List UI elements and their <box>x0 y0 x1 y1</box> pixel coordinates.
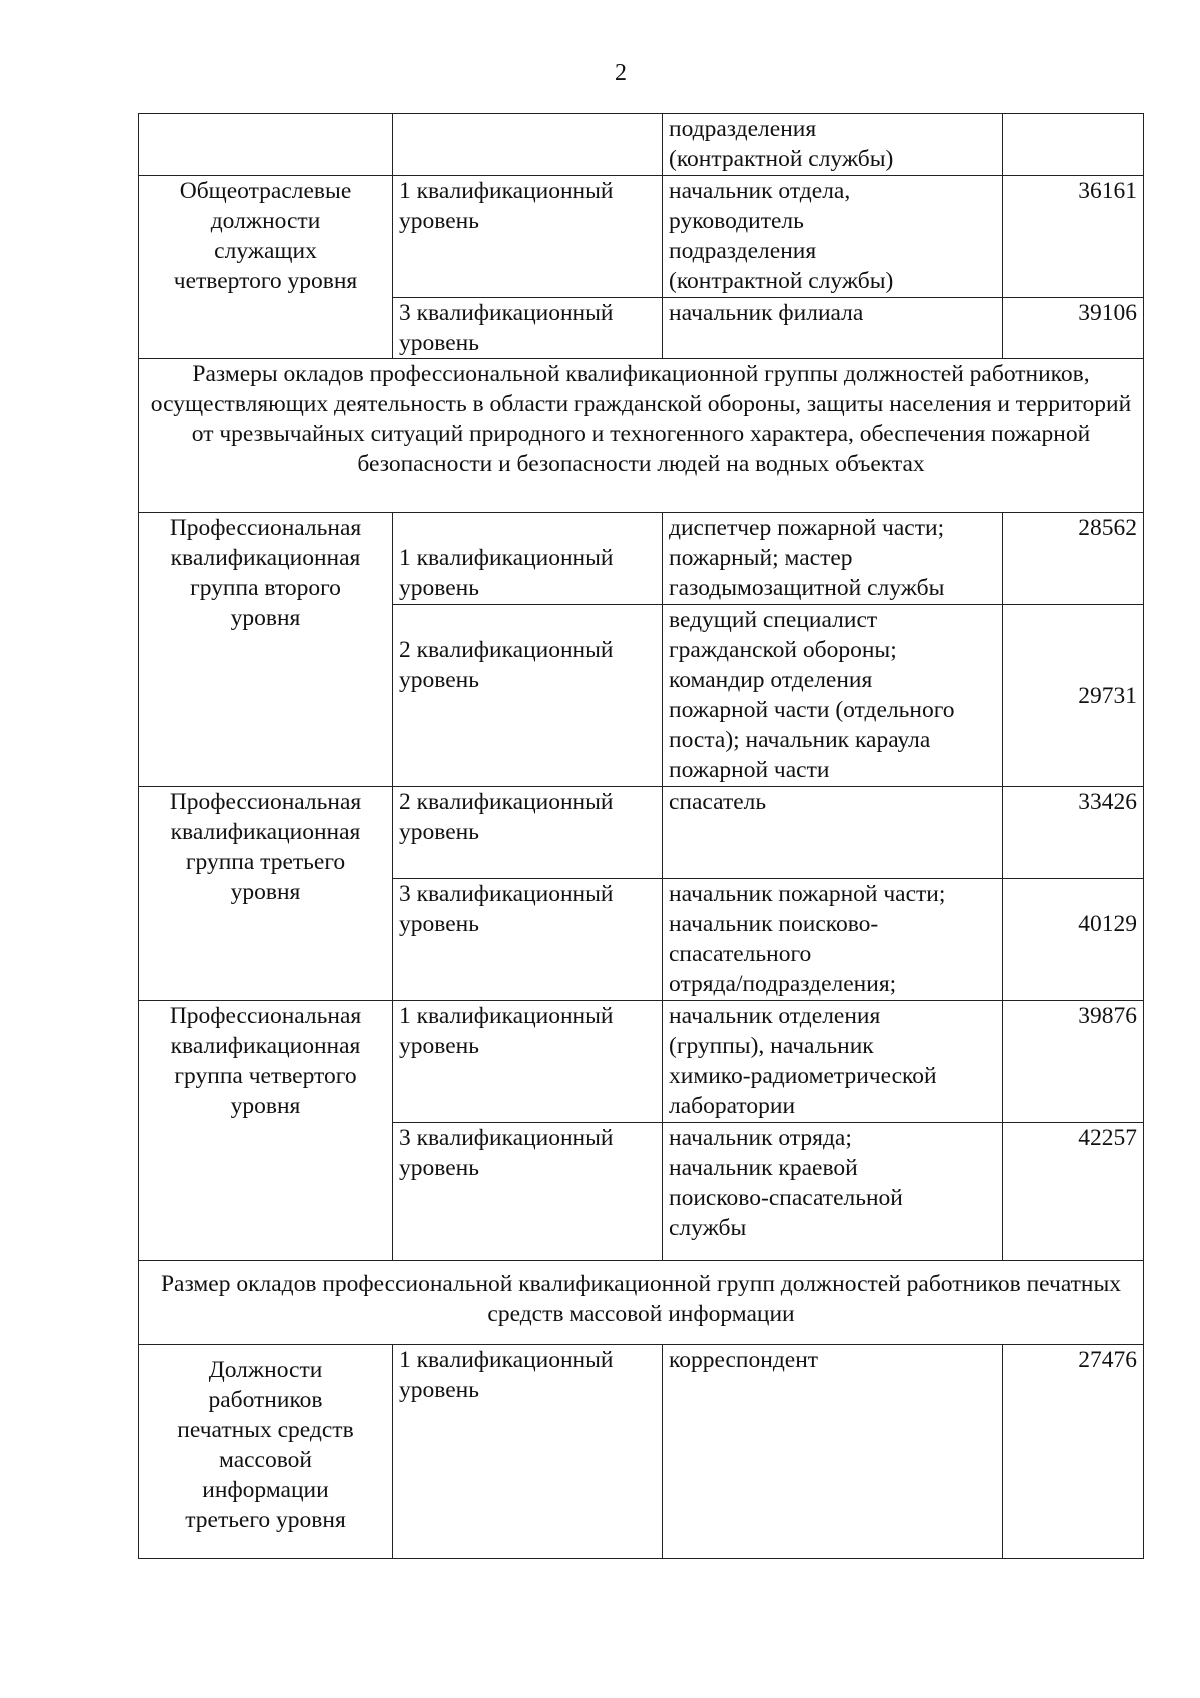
group-cell: Должности работников печатных средств массовой информации третьего уровня <box>139 1345 393 1559</box>
amount-cell: 28562 <box>1003 513 1144 605</box>
position-cell: начальник отделения (группы), начальник химико-радиометрической лаборатории <box>663 1001 1003 1123</box>
level-cell: 1 квалификационный уровень <box>393 513 663 605</box>
amount-cell: 27476 <box>1003 1345 1144 1559</box>
amount-cell: 29731 <box>1003 605 1144 787</box>
position-cell: подразделения (контрактной службы) <box>663 114 1003 176</box>
amount-cell: 40129 <box>1003 879 1144 1001</box>
section-heading: Размеры окладов профессиональной квалификационной группы должностей работников, осуществляющих деятельность в области гражданской обороны, защиты населения и территорий от чрезвычайных ситуаций природного и техногенного характера, обеспечения пожарной безопасности и безопасности людей на водных объектах <box>139 359 1144 513</box>
amount-cell: 36161 <box>1003 176 1144 298</box>
amount-cell: 33426 <box>1003 787 1144 879</box>
salary-table <box>138 113 1144 1559</box>
section-heading: Размер окладов профессиональной квалификационной групп должностей работников печатных средств массовой информации <box>139 1261 1144 1345</box>
page-number: 2 <box>615 60 627 86</box>
level-cell: 3 квалификационный уровень <box>393 298 663 359</box>
position-cell: корреспондент <box>663 1345 1003 1559</box>
position-cell: начальник пожарной части; начальник поисково- спасательного отряда/подразделения; <box>663 879 1003 1001</box>
table-row <box>139 359 1144 513</box>
level-cell: 2 квалификационный уровень <box>393 605 663 787</box>
group-cell: Профессиональная квалификационная группа четвертого уровня <box>139 1001 393 1261</box>
position-cell: начальник отряда; начальник краевой поисково-спасательной службы <box>663 1123 1003 1261</box>
position-cell: ведущий специалист гражданской обороны; командир отделения пожарной части (отдельного поста); начальник караула пожарной части <box>663 605 1003 787</box>
table-cell-empty <box>139 114 393 176</box>
level-cell: 1 квалификационный уровень <box>393 1001 663 1123</box>
level-cell: 3 квалификационный уровень <box>393 1123 663 1261</box>
level-cell: 3 квалификационный уровень <box>393 879 663 1001</box>
position-cell: спасатель <box>663 787 1003 879</box>
position-cell: начальник филиала <box>663 298 1003 359</box>
amount-cell: 39876 <box>1003 1001 1144 1123</box>
table-row <box>139 114 1144 176</box>
table-cell-empty <box>393 114 663 176</box>
level-cell: 2 квалификационный уровень <box>393 787 663 879</box>
amount-cell: 42257 <box>1003 1123 1144 1261</box>
group-cell: Общеотраслевые должности служащих четвертого уровня <box>139 176 393 359</box>
amount-cell: 39106 <box>1003 298 1144 359</box>
table-row <box>139 1345 1144 1559</box>
table-row <box>139 176 1144 298</box>
position-cell: начальник отдела, руководитель подразделения (контрактной службы) <box>663 176 1003 298</box>
level-cell: 1 квалификационный уровень <box>393 176 663 298</box>
table-row <box>139 513 1144 605</box>
group-cell: Профессиональная квалификационная группа третьего уровня <box>139 787 393 1001</box>
table-row <box>139 787 1144 879</box>
table-row <box>139 1001 1144 1123</box>
table-cell-empty <box>1003 114 1144 176</box>
table-row <box>139 1261 1144 1345</box>
level-cell: 1 квалификационный уровень <box>393 1345 663 1559</box>
position-cell: диспетчер пожарной части; пожарный; мастер газодымозащитной службы <box>663 513 1003 605</box>
group-cell: Профессиональная квалификационная группа второго уровня <box>139 513 393 787</box>
